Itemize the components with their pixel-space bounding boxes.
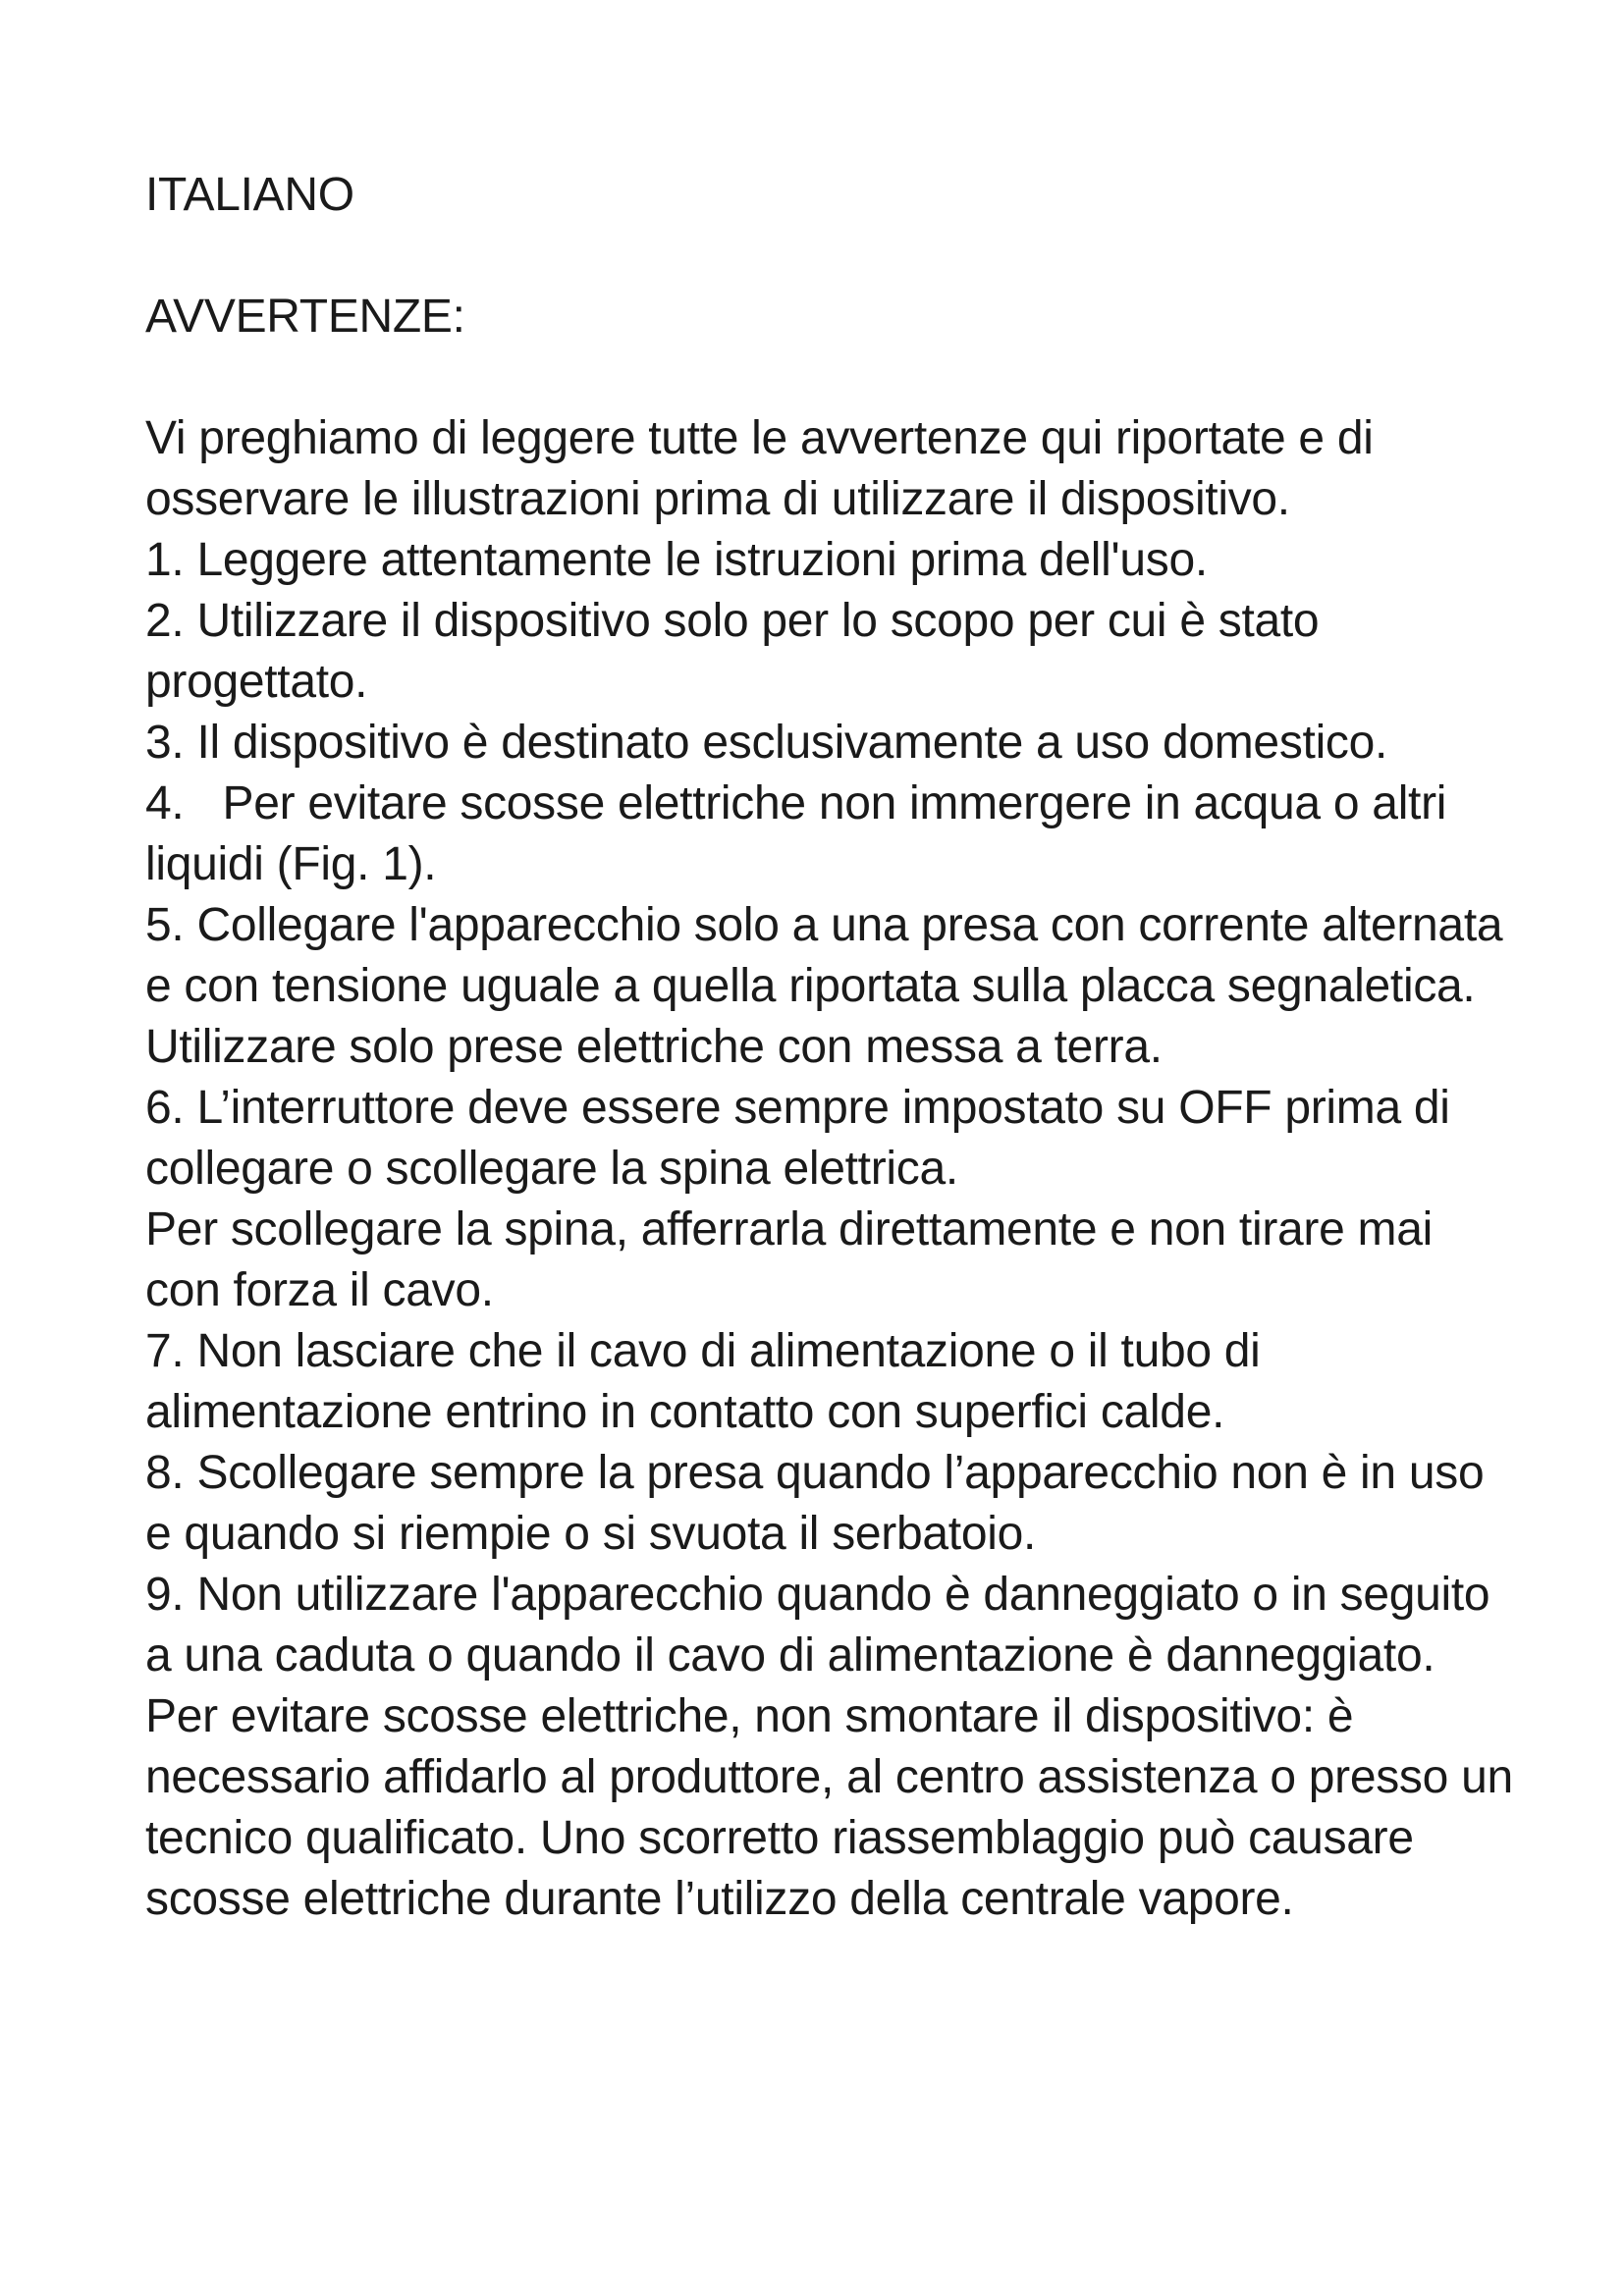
item-text: Il dispositivo è destinato esclusivamente a uso domestico. xyxy=(196,717,1388,769)
warning-item-3 xyxy=(145,713,1520,774)
item-text: Non utilizzare l'apparecchio quando è danneggiato o in seguito a una caduta o quando il cavo di alimentazione è danneggiato. Per evitare scosse elettriche, non smontare il dispositivo: è necessario affidarlo al produttore, al centro assistenza o presso un tecnico qualificato. Uno scorretto riassemblaggio può causare scosse elettriche durante l’utilizzo della centrale vapore. xyxy=(145,1569,1513,1925)
item-number: 5. xyxy=(145,899,185,951)
language-heading: ITALIANO xyxy=(145,169,354,221)
item-text: Leggere attentamente le istruzioni prima dell'uso. xyxy=(196,534,1208,586)
manual-page xyxy=(145,165,1520,1930)
item-number: 6. xyxy=(145,1082,185,1134)
warning-item-9 xyxy=(145,1565,1520,1930)
warning-item-2 xyxy=(145,591,1520,713)
item-number: 7. xyxy=(145,1325,185,1377)
item-number: 1. xyxy=(145,534,185,586)
warning-item-4 xyxy=(145,774,1520,895)
item-text: L’interruttore deve essere sempre impostato su OFF prima di collegare o scollegare la spina elettrica. xyxy=(145,1082,1450,1195)
warning-item-6-continuation: Per scollegare la spina, afferrarla direttamente e non tirare mai con forza il cavo. xyxy=(145,1203,1433,1316)
item-number: 3. xyxy=(145,717,185,769)
item-text: Collegare l'apparecchio solo a una presa con corrente alternata e con tensione uguale a quella riportata sulla placca segnaletica. Utilizzare solo prese elettriche con messa a terra. xyxy=(145,899,1503,1073)
item-text: Non lasciare che il cavo di alimentazione o il tubo di alimentazione entrino in contatto con superfici calde. xyxy=(145,1325,1261,1438)
item-number: 2. xyxy=(145,595,185,647)
warning-item-1 xyxy=(145,530,1520,591)
item-number: 8. xyxy=(145,1447,185,1499)
item-number: 9. xyxy=(145,1569,185,1621)
intro-paragraph: Vi preghiamo di leggere tutte le avvertenze qui riportate e di osservare le illustrazioni prima di utilizzare il dispositivo. xyxy=(145,412,1374,525)
warnings-heading: AVVERTENZE: xyxy=(145,291,465,343)
item-number: 4. xyxy=(145,777,185,829)
warning-item-7 xyxy=(145,1321,1520,1443)
warning-item-5 xyxy=(145,895,1520,1078)
item-text: Per evitare scosse elettriche non immergere in acqua o altri liquidi (Fig. 1). xyxy=(145,777,1447,890)
warning-item-6 xyxy=(145,1078,1520,1200)
item-text: Utilizzare il dispositivo solo per lo scopo per cui è stato progettato. xyxy=(145,595,1320,708)
warning-item-8 xyxy=(145,1443,1520,1565)
item-text: Scollegare sempre la presa quando l’apparecchio non è in uso e quando si riempie o si svuota il serbatoio. xyxy=(145,1447,1485,1560)
